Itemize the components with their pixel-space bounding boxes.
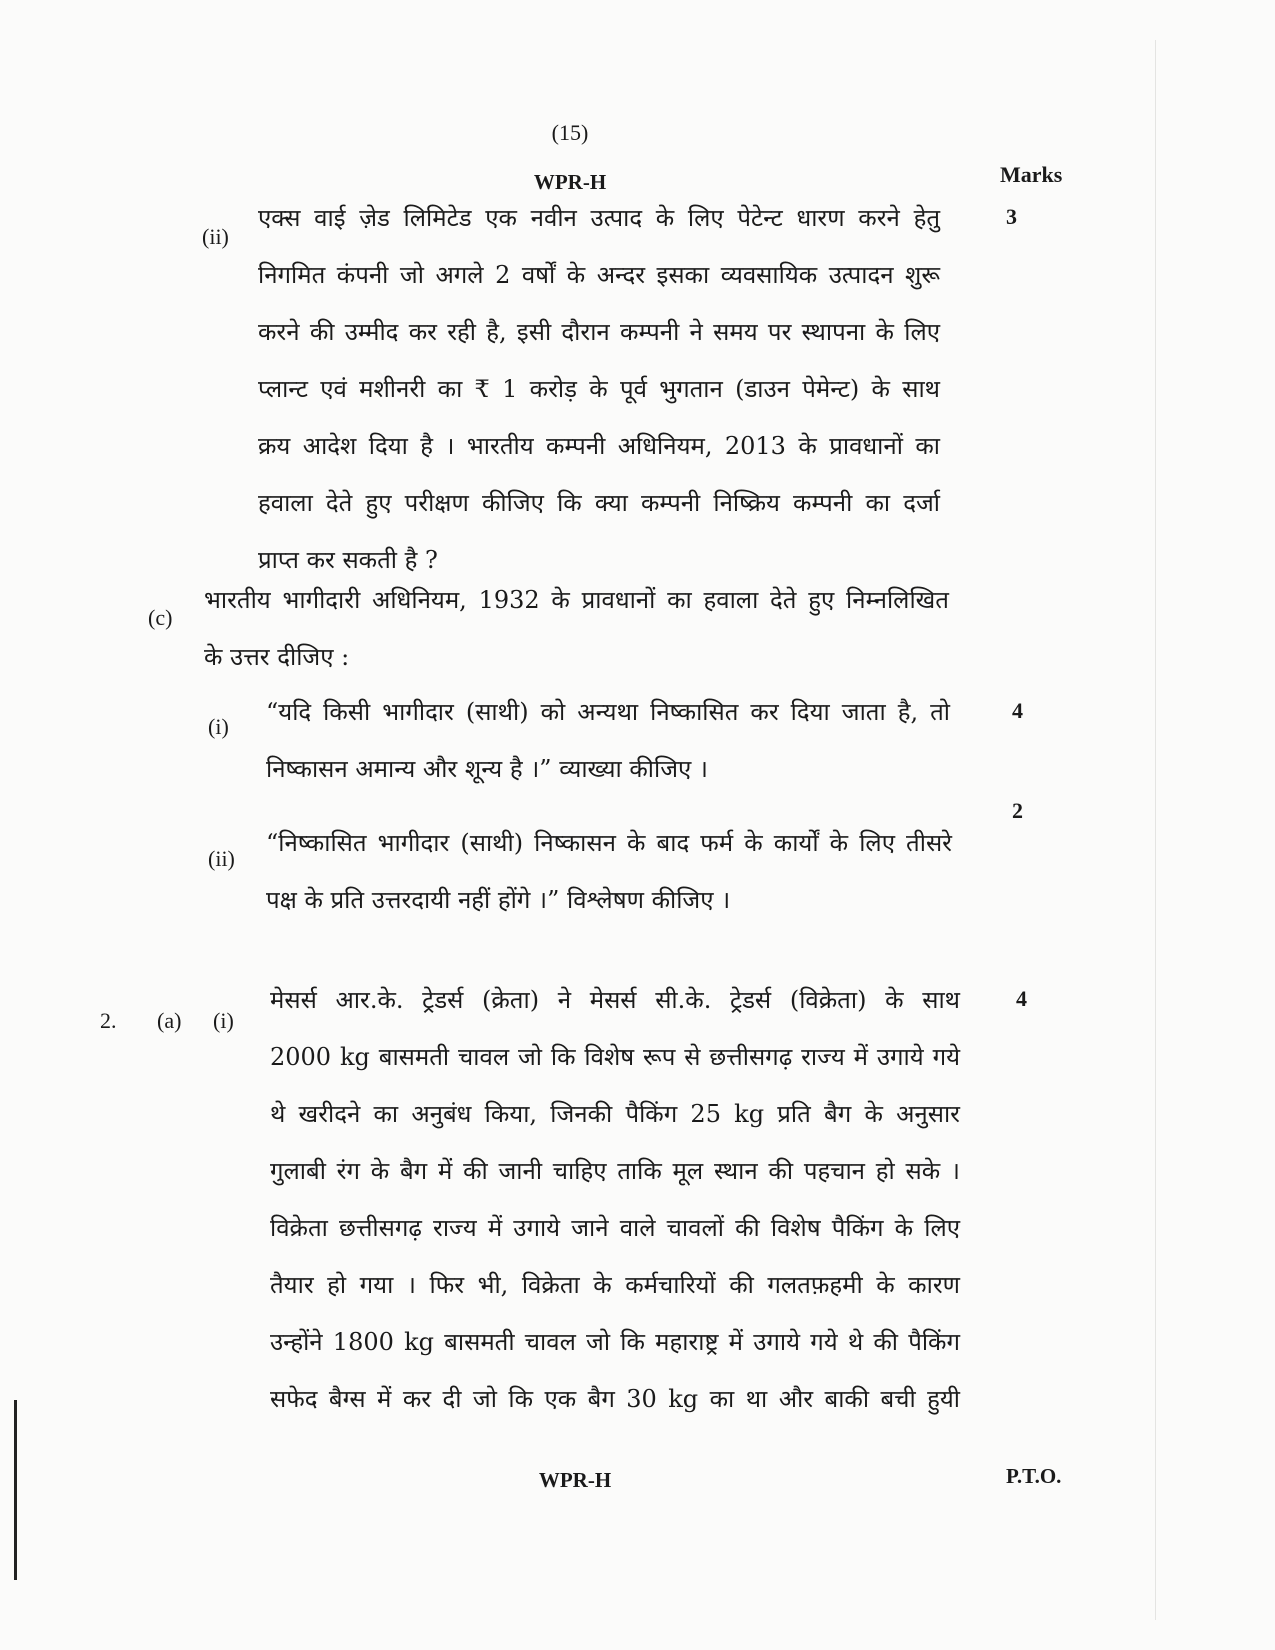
question-marks: 2 [1012,798,1023,823]
question-label: (i) [208,714,229,739]
question-marks: 4 [1016,986,1027,1011]
please-turn-over: P.T.O. [1006,1464,1062,1488]
marks-heading: Marks [1000,162,1063,187]
question-text: भारतीय भागीदारी अधिनियम, 1932 के प्रावधानों का हवाला देते हुए निम्नलिखित के उत्तर दीजिए : [204,586,949,671]
question-label: (ii) [208,846,235,871]
question-text: “निष्कासित भागीदार (साथी) निष्कासन के बाद फर्म के कार्यों के लिए तीसरे पक्ष के प्रति उत्तरदायी नहीं होंगे ।” विश्लेषण कीजिए । [266,829,952,914]
page-fold-line [1155,40,1156,1620]
question-text: मेसर्स आर.के. ट्रेडर्स (क्रेता) ने मेसर्स सी.के. ट्रेडर्स (विक्रेता) के साथ 2000 kg बासमती चावल जो कि विशेष रूप से छत्तीसगढ़ राज्य में उगाये गये थे खरीदने का अनुबंध किया, जिनकी पैकिंग 25 kg प्रति बैग के अनुसार गुलाबी रंग के बैग में की जानी चाहिए ताकि मूल स्थान की पहचान हो सके । विक्रेता छत्तीसगढ़ राज्य में उगाये जाने वाले चावलों की विशेष पैकिंग के लिए तैयार हो गया । फिर भी, विक्रेता के कर्मचारियों की गलतफ़हमी के कारण उन्होंने 1800 kg बासमती चावल जो कि महाराष्ट्र में उगाये गये थे की पैकिंग सफेद बैग्स में कर दी जो कि एक बैग 30 kg का था और बाकी बची हुयी [270,986,960,1413]
question-marks: 4 [1012,698,1023,723]
question-text: एक्स वाई ज़ेड लिमिटेड एक नवीन उत्पाद के लिए पेटेन्ट धारण करने हेतु निगमित कंपनी जो अगले 2 वर्षों के अन्दर इसका व्यवसायिक उत्पादन शुरू करने की उम्मीद कर रही है, इसी दौरान कम्पनी ने समय पर स्थापना के लिए प्लान्ट एवं मशीनरी का ₹ 1 करोड़ के पूर्व भुगतान (डाउन पेमेन्ट) के साथ क्रय आदेश दिया है । भारतीय कम्पनी अधिनियम, 2013 के प्रावधानों का हवाला देते हुए परीक्षण कीजिए कि क्या कम्पनी निष्क्रिय कम्पनी का दर्जा प्राप्त कर सकती है ? [258,204,940,574]
footer-paper-code: WPR-H [538,1468,612,1492]
question-text: “यदि किसी भागीदार (साथी) को अन्यथा निष्कासित कर दिया जाता है, तो निष्कासन अमान्य और शून्य है ।” व्याख्या कीजिए । [266,698,950,783]
question-number: 2. [100,1008,117,1033]
page-number: (15) [551,120,589,145]
question-label: (i) [213,1008,234,1033]
question-label: (ii) [202,224,229,249]
question-label: (c) [148,605,173,630]
question-marks: 3 [1006,204,1017,229]
question-part-label: (a) [157,1008,182,1033]
header-paper-code: WPR-H [533,170,607,194]
